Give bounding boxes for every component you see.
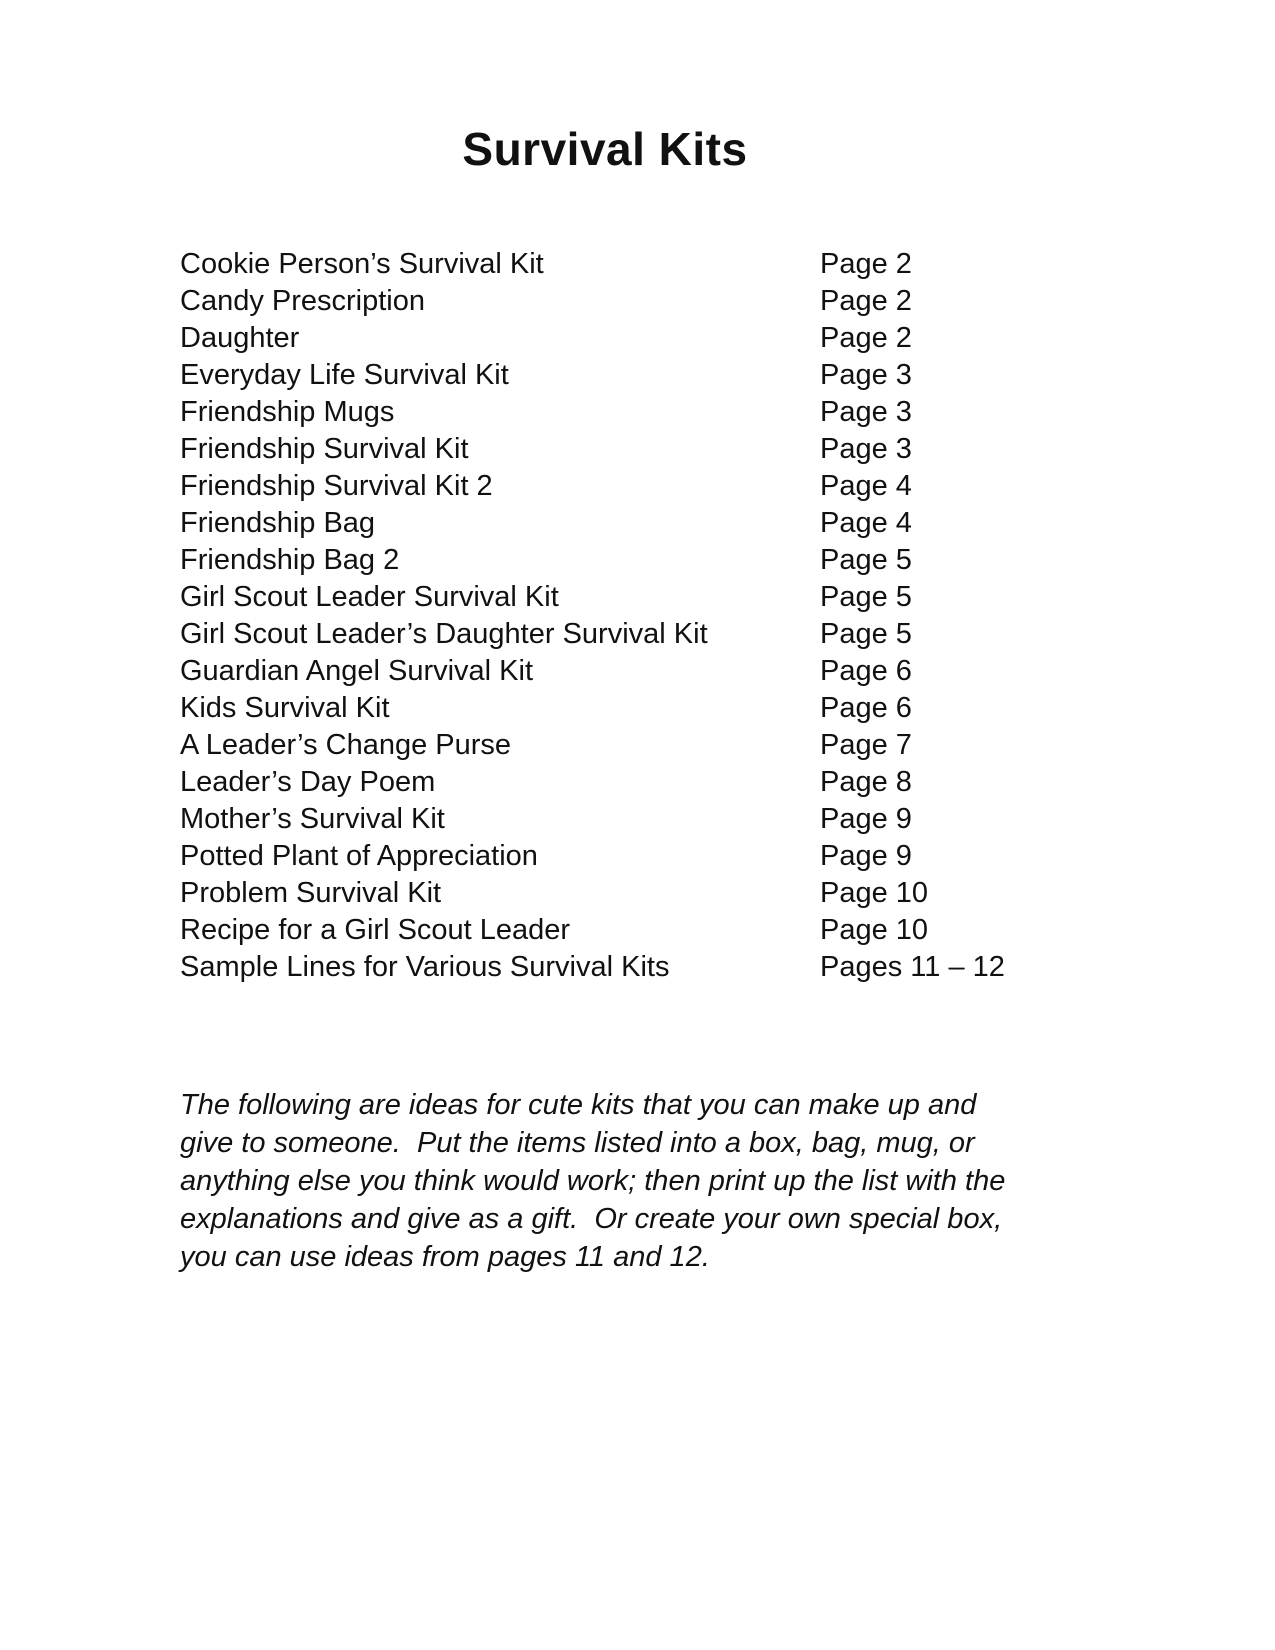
toc-entry-title: Sample Lines for Various Survival Kits bbox=[180, 951, 670, 983]
toc-row bbox=[180, 394, 1030, 431]
toc-entry-page: Page 3 bbox=[820, 433, 912, 465]
toc-row bbox=[180, 468, 1030, 505]
intro-paragraph: The following are ideas for cute kits that you can make up and give to someone. Put the items listed into a box, bag, mug, or anything else you think would work; then print up the list with the explanations and give as a gift. Or create your own special box, you can use ideas from pages 11 and 12. bbox=[180, 1089, 1014, 1273]
toc-row bbox=[180, 912, 1030, 949]
toc-row bbox=[180, 875, 1030, 912]
toc-row bbox=[180, 505, 1030, 542]
toc-entry-page: Page 9 bbox=[820, 840, 912, 872]
toc-entry-page: Page 7 bbox=[820, 729, 912, 761]
toc-entry-title: Friendship Mugs bbox=[180, 396, 395, 428]
toc-entry-page: Page 3 bbox=[820, 396, 912, 428]
toc-row bbox=[180, 616, 1030, 653]
toc-entry-page: Page 2 bbox=[820, 248, 912, 280]
toc-row bbox=[180, 764, 1030, 801]
toc-row bbox=[180, 431, 1030, 468]
toc-entry-title: Girl Scout Leader’s Daughter Survival Kit bbox=[180, 618, 708, 650]
toc-entry-page: Page 5 bbox=[820, 581, 912, 613]
toc-entry-page: Pages 11 – 12 bbox=[820, 951, 1005, 983]
toc-entry-page: Page 5 bbox=[820, 618, 912, 650]
toc-entry-title: Guardian Angel Survival Kit bbox=[180, 655, 534, 687]
toc-entry-title: Potted Plant of Appreciation bbox=[180, 840, 538, 872]
toc-entry-page: Page 4 bbox=[820, 470, 912, 502]
toc-entry-page: Page 3 bbox=[820, 359, 912, 391]
toc-row bbox=[180, 542, 1030, 579]
toc-entry-page: Page 5 bbox=[820, 544, 912, 576]
toc-entry-title: Friendship Survival Kit 2 bbox=[180, 470, 493, 502]
toc-entry-page: Page 2 bbox=[820, 285, 912, 317]
toc-entry-page: Page 2 bbox=[820, 322, 912, 354]
toc-row bbox=[180, 246, 1030, 283]
toc-entry-title: Leader’s Day Poem bbox=[180, 766, 436, 798]
toc-entry-title: Friendship Bag bbox=[180, 507, 376, 539]
toc-entry-page: Page 8 bbox=[820, 766, 912, 798]
toc-entry-title: Daughter bbox=[180, 322, 300, 354]
toc-row bbox=[180, 690, 1030, 727]
toc-row bbox=[180, 283, 1030, 320]
page-title: Survival Kits bbox=[462, 123, 748, 175]
toc-entry-page: Page 10 bbox=[820, 877, 929, 909]
toc-row bbox=[180, 579, 1030, 616]
toc-entry-title: Everyday Life Survival Kit bbox=[180, 359, 509, 391]
toc-entry-title: Problem Survival Kit bbox=[180, 877, 442, 909]
toc-entry-title: A Leader’s Change Purse bbox=[180, 729, 512, 761]
toc-entry-title: Cookie Person’s Survival Kit bbox=[180, 248, 544, 280]
toc-entry-page: Page 6 bbox=[820, 655, 912, 687]
toc-row bbox=[180, 653, 1030, 690]
table-of-contents bbox=[180, 246, 1030, 986]
toc-row bbox=[180, 357, 1030, 394]
toc-entry-title: Recipe for a Girl Scout Leader bbox=[180, 914, 571, 946]
toc-entry-page: Page 10 bbox=[820, 914, 929, 946]
toc-row bbox=[180, 949, 1030, 986]
toc-row bbox=[180, 320, 1030, 357]
toc-entry-page: Page 4 bbox=[820, 507, 912, 539]
toc-entry-page: Page 6 bbox=[820, 692, 912, 724]
toc-row bbox=[180, 727, 1030, 764]
toc-entry-title: Mother’s Survival Kit bbox=[180, 803, 445, 835]
toc-entry-title: Kids Survival Kit bbox=[180, 692, 390, 724]
toc-entry-title: Candy Prescription bbox=[180, 285, 425, 317]
toc-entry-title: Friendship Bag 2 bbox=[180, 544, 400, 576]
toc-entry-page: Page 9 bbox=[820, 803, 912, 835]
toc-row bbox=[180, 801, 1030, 838]
toc-entry-title: Girl Scout Leader Survival Kit bbox=[180, 581, 559, 613]
toc-row bbox=[180, 838, 1030, 875]
toc-entry-title: Friendship Survival Kit bbox=[180, 433, 469, 465]
